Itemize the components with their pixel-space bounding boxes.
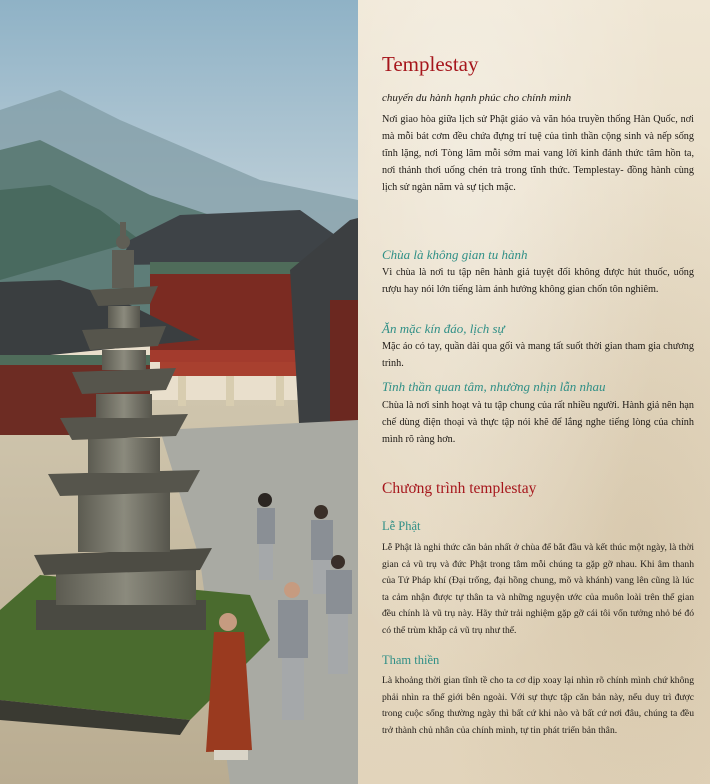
program-item-text: Là khoảng thời gian tĩnh tề cho ta cơ dịp xoay lại nhìn rõ chính mình chứ không phải nhìn ra thế giới bên ngoài. Với sự thực tập căn bản này, nếu duy trì được trong cuộc sống thường ngày thì bất cứ khi nào và bất cứ nơi đâu, chúng ta đều trở thành chủ nhân của chính mình, tự tin phát triển bản thân. bbox=[382, 675, 694, 736]
rule-heading: Ăn mặc kín đáo, lịch sự bbox=[382, 321, 505, 336]
program-item-heading: Tham thiền bbox=[382, 653, 440, 667]
rule-heading: Tinh thần quan tâm, nhường nhịn lẫn nhau bbox=[382, 379, 606, 394]
rule-text: Vì chùa là nơi tu tập nên hành giả tuyệt đối không được hút thuốc, uống rượu hay nói lớn tiếng làm ảnh hưởng không gian chốn tôn nghiêm. bbox=[382, 267, 694, 295]
program-item-text: Lễ Phật là nghi thức căn bản nhất ở chùa để bắt đầu và kết thúc một ngày, là thời gian cả vũ trụ và đức Phật trong tâm mỗi chúng ta gặp gỡ nhau. Khi âm thanh của Tứ Pháp khí (Đại trống, đại hồng chung, mõ và khánh) vang lên cũng là lúc ta cảm nhận được tự thân ta và những nguyện ước của muôn loài trên thế gian đều chính là vũ trụ này. Hãy thử trải nghiệm gặp gỡ cái tôi vốn tưởng nhỏ bé đó có thể trùm khắp cả vũ trụ như thế. bbox=[382, 542, 694, 636]
rule-text: Chùa là nơi sinh hoạt và tu tập chung của rất nhiều người. Hành giả nên hạn chế dùng điện thoại và thực tập nói khẽ để lắng nghe tiếng lòng của chính mình rõ ràng hơn. bbox=[382, 400, 694, 445]
text-panel bbox=[358, 0, 710, 784]
program-title: Chương trình templestay bbox=[382, 480, 537, 497]
program-item-heading: Lễ Phật bbox=[382, 519, 421, 533]
rule-text: Mặc áo có tay, quần dài qua gối và mang tất suốt thời gian tham gia chương trình. bbox=[382, 341, 694, 369]
page-title: Templestay bbox=[382, 52, 479, 76]
page-subtitle: chuyến du hành hạnh phúc cho chính mình bbox=[382, 92, 572, 104]
intro-paragraph: Nơi giao hòa giữa lịch sử Phật giáo và văn hóa truyền thống Hàn Quốc, nơi mà mỗi bát cơm đều chứa đựng trí tuệ của tình thần cộng sinh và nếp sống tĩnh lặng, nơi Tòng lâm mỗi sớm mai vang lời kinh đánh thức tâm hồn ta, nơi thảnh thơi uống chén trà trong tĩnh thức. Templestay- đồng hành cùng lịch sử ngàn năm và sự tịch mặc. bbox=[382, 114, 694, 193]
rule-heading: Chùa là không gian tu hành bbox=[382, 247, 528, 262]
